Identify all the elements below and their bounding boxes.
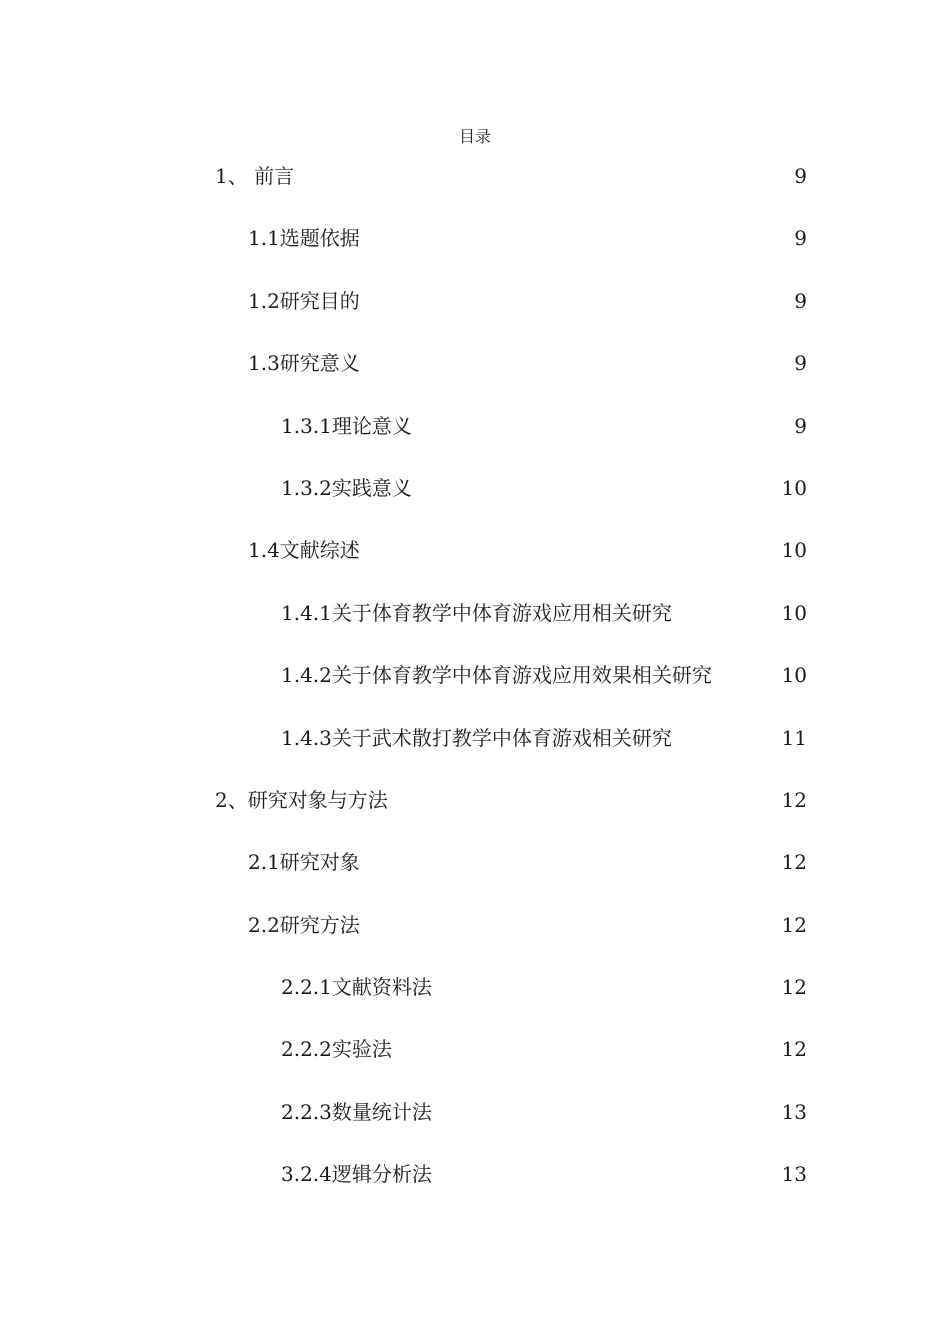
toc-entry[interactable] xyxy=(0,1156,950,1218)
toc-entry-label: 1.4文献综述 xyxy=(248,538,360,563)
toc-entry-page: 9 xyxy=(794,164,807,188)
toc-entry[interactable] xyxy=(0,532,950,594)
toc-entry-label: 1.4.3关于武术散打教学中体育游戏相关研究 xyxy=(281,725,672,750)
toc-entry[interactable] xyxy=(0,657,950,719)
toc-entry[interactable] xyxy=(0,595,950,657)
toc-entry-page: 12 xyxy=(781,912,807,937)
toc-entry-page: 9 xyxy=(794,288,807,313)
toc-entry[interactable] xyxy=(0,969,950,1031)
toc-entry-label: 1.2研究目的 xyxy=(248,288,360,313)
toc-entry[interactable] xyxy=(0,158,950,220)
toc-entry-page: 9 xyxy=(794,226,807,251)
toc-entry[interactable] xyxy=(0,470,950,532)
toc-entry-page: 9 xyxy=(794,351,807,376)
toc-entry-label: 1.3.1理论意义 xyxy=(281,413,412,438)
toc-entry-label: 1.4.2关于体育教学中体育游戏应用效果相关研究 xyxy=(281,663,712,688)
toc-entry-label: 2.2.2实验法 xyxy=(281,1037,392,1062)
toc-entry-label: 1.1选题依据 xyxy=(248,226,360,251)
toc-entry-page: 10 xyxy=(781,600,807,625)
toc-entry-label: 1.4.1关于体育教学中体育游戏应用相关研究 xyxy=(281,600,672,625)
toc-entry-page: 10 xyxy=(781,538,807,563)
toc-entry[interactable] xyxy=(0,1031,950,1093)
toc-entry[interactable] xyxy=(0,345,950,407)
toc-entry-page: 10 xyxy=(781,663,807,688)
toc-entry-page: 11 xyxy=(781,725,807,750)
toc-entry-label: 1.3.2实践意义 xyxy=(281,475,412,500)
toc-entry-label: 2.2.1文献资料法 xyxy=(281,975,432,1000)
toc-entry[interactable] xyxy=(0,907,950,969)
toc-entry-label: 2、研究对象与方法 xyxy=(215,787,388,812)
toc-entry[interactable] xyxy=(0,220,950,282)
toc-entry-page: 12 xyxy=(781,850,807,875)
toc-entry-page: 12 xyxy=(781,787,807,812)
toc-entry-label: 1.3研究意义 xyxy=(248,351,360,376)
toc-entry-page: 9 xyxy=(794,413,807,438)
toc-entry-page: 10 xyxy=(781,475,807,500)
toc-entry-page: 12 xyxy=(781,975,807,1000)
toc-list xyxy=(0,158,950,1219)
toc-entry-page: 12 xyxy=(781,1037,807,1062)
toc-entry-label: 2.2研究方法 xyxy=(248,912,360,937)
toc-entry-label: 1、 前言 xyxy=(215,164,295,188)
toc-entry[interactable] xyxy=(0,408,950,470)
toc-entry-page: 13 xyxy=(781,1099,807,1124)
toc-entry-label: 3.2.4逻辑分析法 xyxy=(281,1162,432,1187)
toc-entry[interactable] xyxy=(0,844,950,906)
toc-entry[interactable] xyxy=(0,782,950,844)
toc-entry-page: 13 xyxy=(781,1162,807,1187)
toc-entry-label: 2.2.3数量统计法 xyxy=(281,1099,432,1124)
toc-entry[interactable] xyxy=(0,720,950,782)
toc-title: 目录 xyxy=(458,127,491,146)
toc-entry-label: 2.1研究对象 xyxy=(248,850,360,875)
toc-entry[interactable] xyxy=(0,283,950,345)
toc-entry[interactable] xyxy=(0,1094,950,1156)
